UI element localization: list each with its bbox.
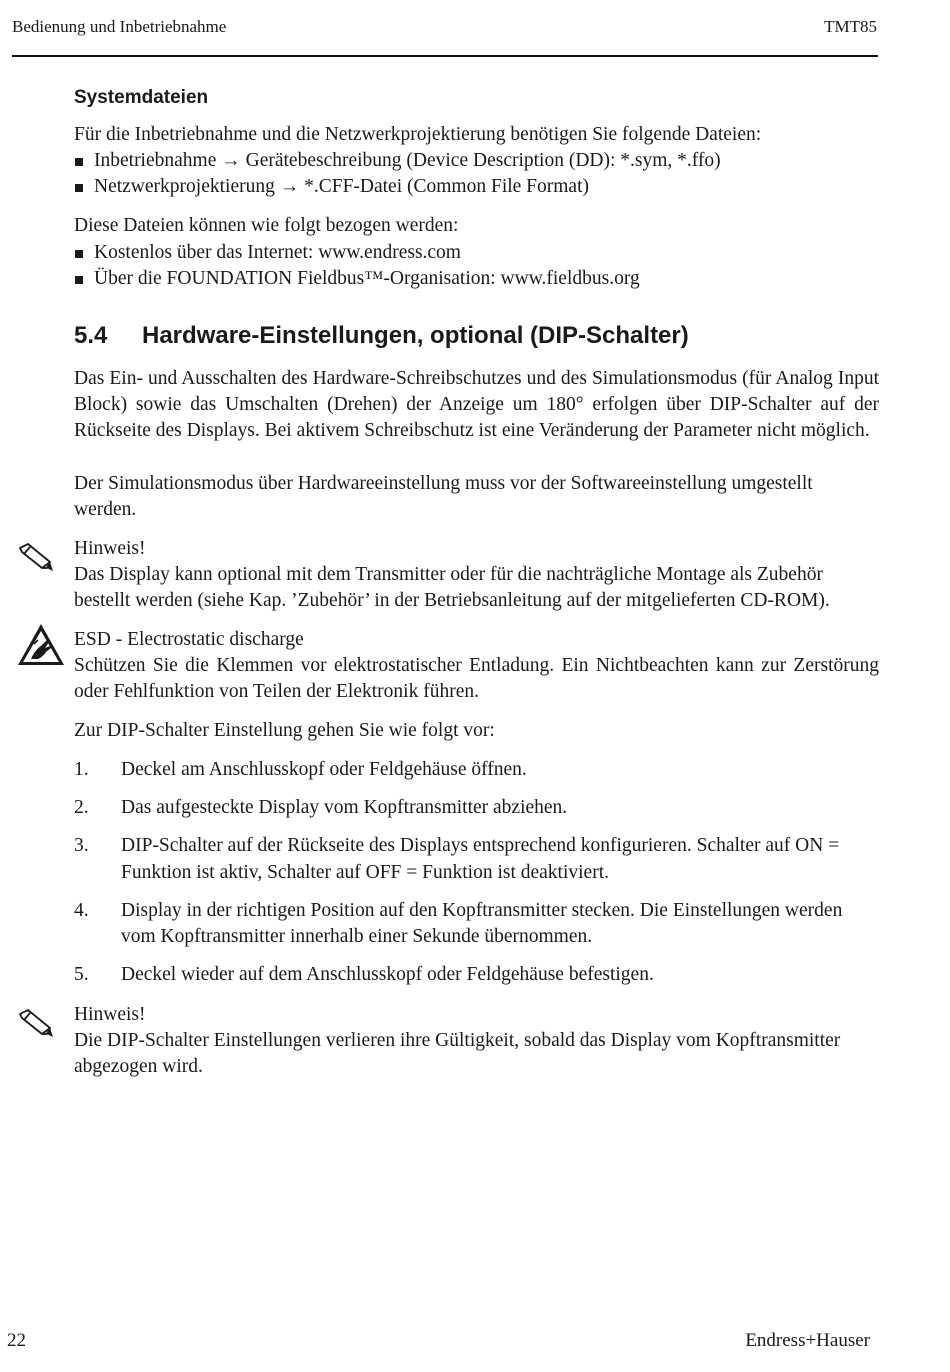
note-title: Hinweis! — [74, 1004, 146, 1025]
brand-name: Endress+Hauser — [745, 1330, 870, 1351]
running-header-left: Bedienung und Inbetriebnahme — [12, 17, 227, 36]
steps-intro: Zur DIP-Schalter Einstellung gehen Sie wie folgt vor: — [74, 720, 495, 741]
step-item — [74, 795, 879, 821]
note-1 — [74, 536, 879, 615]
header-rule — [12, 55, 878, 57]
step-text: DIP-Schalter auf der Rückseite des Displays entsprechend konfigurieren. Schalter auf ON = Funktion ist aktiv, Schalter auf OFF = Funktion ist deaktiviert. — [121, 835, 840, 883]
section-heading — [74, 321, 879, 351]
running-header-right: TMT85 — [824, 17, 877, 36]
section-paragraph-1: Das Ein- und Ausschalten des Hardware-Schreibschutzes und des Simulationsmodus (für Analog Input Block) sowie das Umschalten (Drehen) der Anzeige um 180° erfolgen über DIP-Schalter auf der Rückseite des Displays. Bei aktivem Schreibschutz ist eine Veränderung der Parameter nicht möglich. — [74, 368, 879, 442]
step-item — [74, 833, 879, 885]
source-intro: Diese Dateien können wie folgt bezogen werden: — [74, 215, 459, 236]
note-2 — [74, 1002, 879, 1081]
step-item — [74, 757, 879, 783]
note-text: Die DIP-Schalter Einstellungen verlieren ihre Gültigkeit, sobald das Display vom Kopftransmitter abgezogen wird. — [74, 1030, 841, 1078]
step-number: 2. — [74, 797, 89, 819]
step-number: 5. — [74, 964, 89, 986]
step-item — [74, 898, 879, 950]
list-item: Netzwerkprojektierung → *.CFF-Datei (Common File Format) — [74, 174, 879, 200]
esd-warning-icon — [16, 622, 66, 673]
esd-title: ESD - Electrostatic discharge — [74, 629, 304, 650]
step-item — [74, 962, 879, 988]
step-text: Display in der richtigen Position auf den Kopftransmitter stecken. Die Einstellungen werden vom Kopftransmitter innerhalb einer Sekunde übernommen. — [121, 899, 843, 948]
systemfiles-list — [74, 148, 879, 200]
step-number: 3. — [74, 835, 89, 857]
step-number: 1. — [74, 759, 89, 780]
note-text: Das Display kann optional mit dem Transmitter oder für die nachträgliche Montage als Zubehör bestellt werden (siehe Kap. ’Zubehör’ in der Betriebsanleitung auf der mitgelieferten CD-ROM). — [74, 564, 830, 612]
step-number: 4. — [74, 899, 89, 921]
step-text: Deckel wieder auf dem Anschlusskopf oder Feldgehäuse befestigen. — [121, 964, 654, 986]
esd-warning — [74, 627, 879, 706]
source-list — [74, 240, 879, 292]
subheading-systemfiles: Systemdateien — [74, 87, 209, 108]
systemfiles-intro: Für die Inbetriebnahme und die Netzwerkprojektierung benötigen Sie folgende Dateien: — [74, 124, 762, 145]
section-paragraph-2: Der Simulationsmodus über Hardwareeinstellung muss vor der Softwareeinstellung umgestellt werden. — [74, 473, 813, 521]
section-title: Hardware-Einstellungen, optional (DIP-Schalter) — [142, 322, 689, 349]
page-number: 22 — [7, 1330, 26, 1351]
esd-text: Schützen Sie die Klemmen vor elektrostatischer Entladung. Ein Nichtbeachten kann zur Zerstörung oder Fehlfunktion von Teilen der Elektronik führen. — [74, 655, 879, 703]
list-item: Kostenlos über das Internet: www.endress.com — [74, 240, 879, 266]
pencil-note-icon — [16, 1006, 56, 1043]
section-number: 5.4 — [74, 322, 108, 349]
list-item: Über die FOUNDATION Fieldbus™-Organisation: www.fieldbus.org — [74, 266, 879, 292]
list-item: Inbetriebnahme → Gerätebeschreibung (Device Description (DD): *.sym, *.ffo) — [74, 148, 879, 174]
note-title: Hinweis! — [74, 538, 146, 559]
steps-list — [74, 757, 879, 1000]
step-text: Das aufgesteckte Display vom Kopftransmitter abziehen. — [121, 797, 568, 819]
step-text: Deckel am Anschlusskopf oder Feldgehäuse öffnen. — [121, 759, 527, 780]
pencil-note-icon — [16, 540, 56, 577]
